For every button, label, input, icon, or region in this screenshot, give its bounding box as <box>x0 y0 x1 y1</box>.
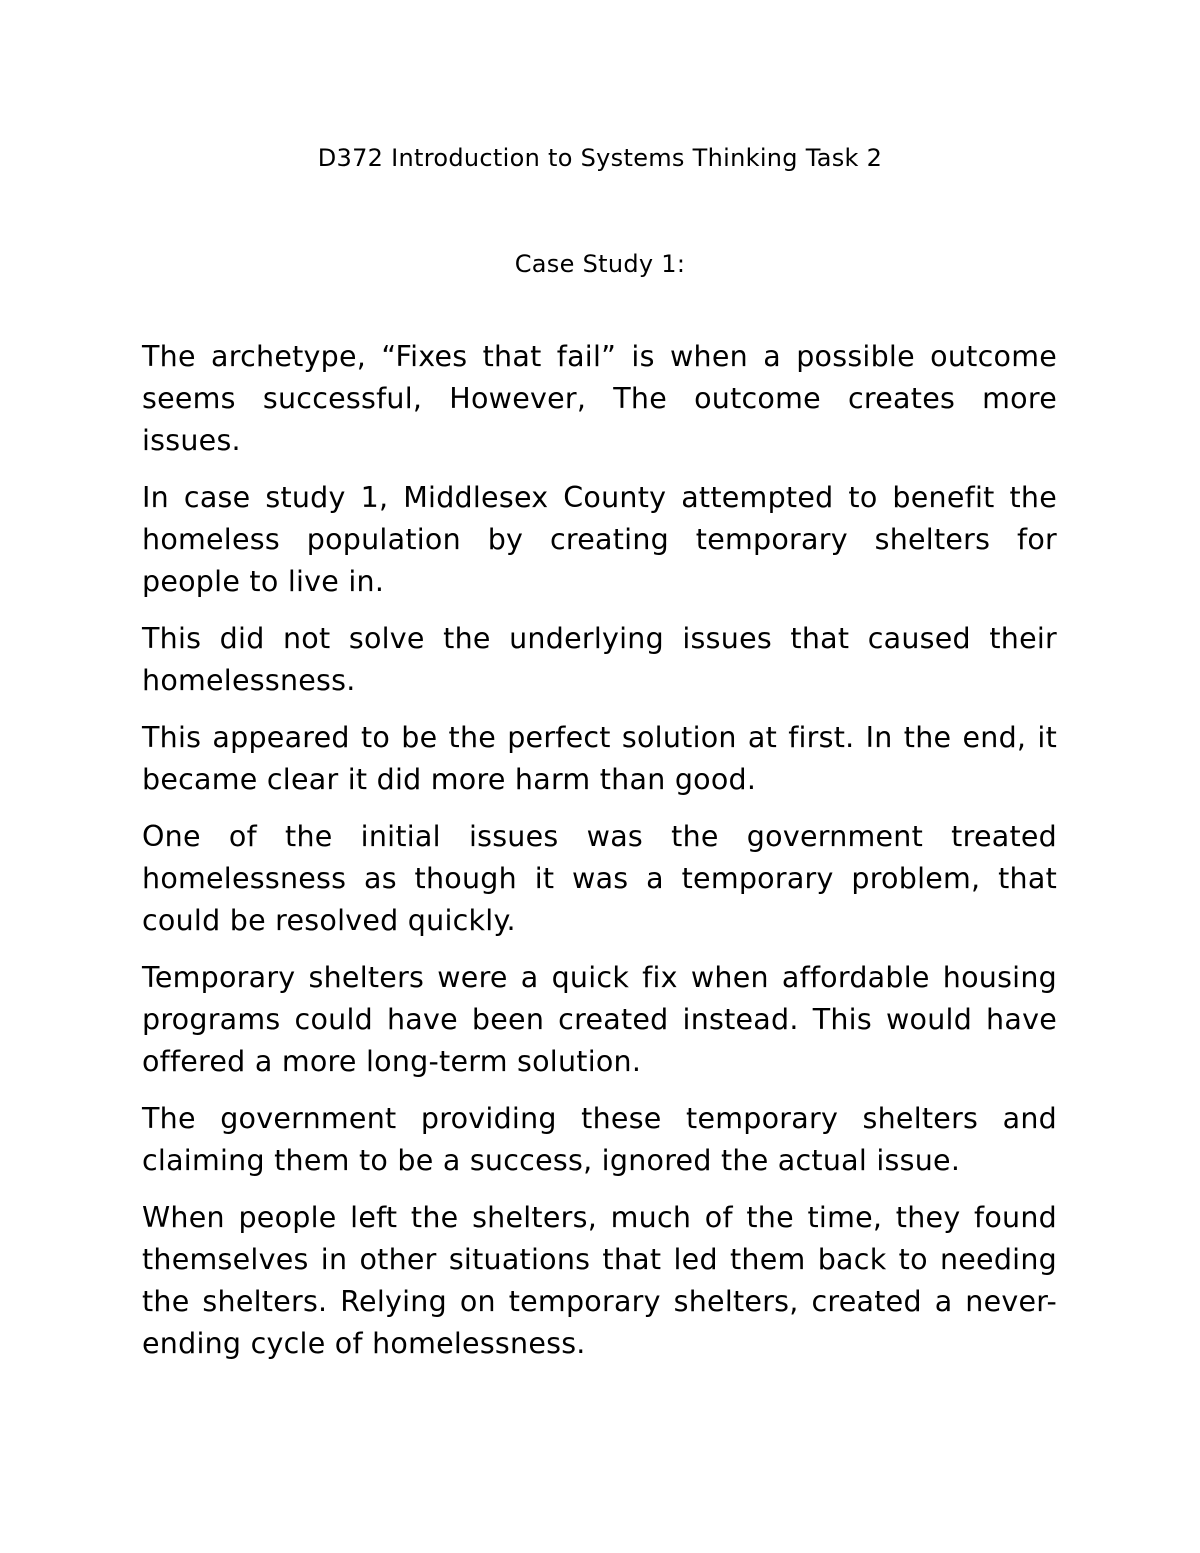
paragraph-initial-issues: One of the initial issues was the government treated homelessness as though it was a temporary problem, that could be resolved quickly. <box>142 820 1057 937</box>
paragraph-archetype: The archetype, “Fixes that fail” is when a possible outcome seems successful, However, The outcome creates more issues. <box>142 340 1057 457</box>
case-study-heading: Case Study 1: <box>514 250 686 278</box>
paragraph-underlying-issues: This did not solve the underlying issues that caused their homelessness. <box>142 622 1057 697</box>
document-title: D372 Introduction to Systems Thinking Task 2 <box>317 144 883 172</box>
paragraph-government-success: The government providing these temporary shelters and claiming them to be a success, ignored the actual issue. <box>142 1102 1057 1177</box>
paragraph-perfect-solution: This appeared to be the perfect solution at first. In the end, it became clear it did more harm than good. <box>142 721 1057 796</box>
paragraph-cycle: When people left the shelters, much of the time, they found themselves in other situations that led them back to needing the shelters. Relying on temporary shelters, created a never-ending cycle of homelessness. <box>142 1201 1057 1360</box>
paragraph-quick-fix: Temporary shelters were a quick fix when affordable housing programs could have been created instead. This would have offered a more long-term solution. <box>142 961 1057 1078</box>
paragraph-case-study: In case study 1, Middlesex County attempted to benefit the homeless population by creating temporary shelters for people to live in. <box>142 481 1057 598</box>
document-body <box>142 336 1057 1380</box>
